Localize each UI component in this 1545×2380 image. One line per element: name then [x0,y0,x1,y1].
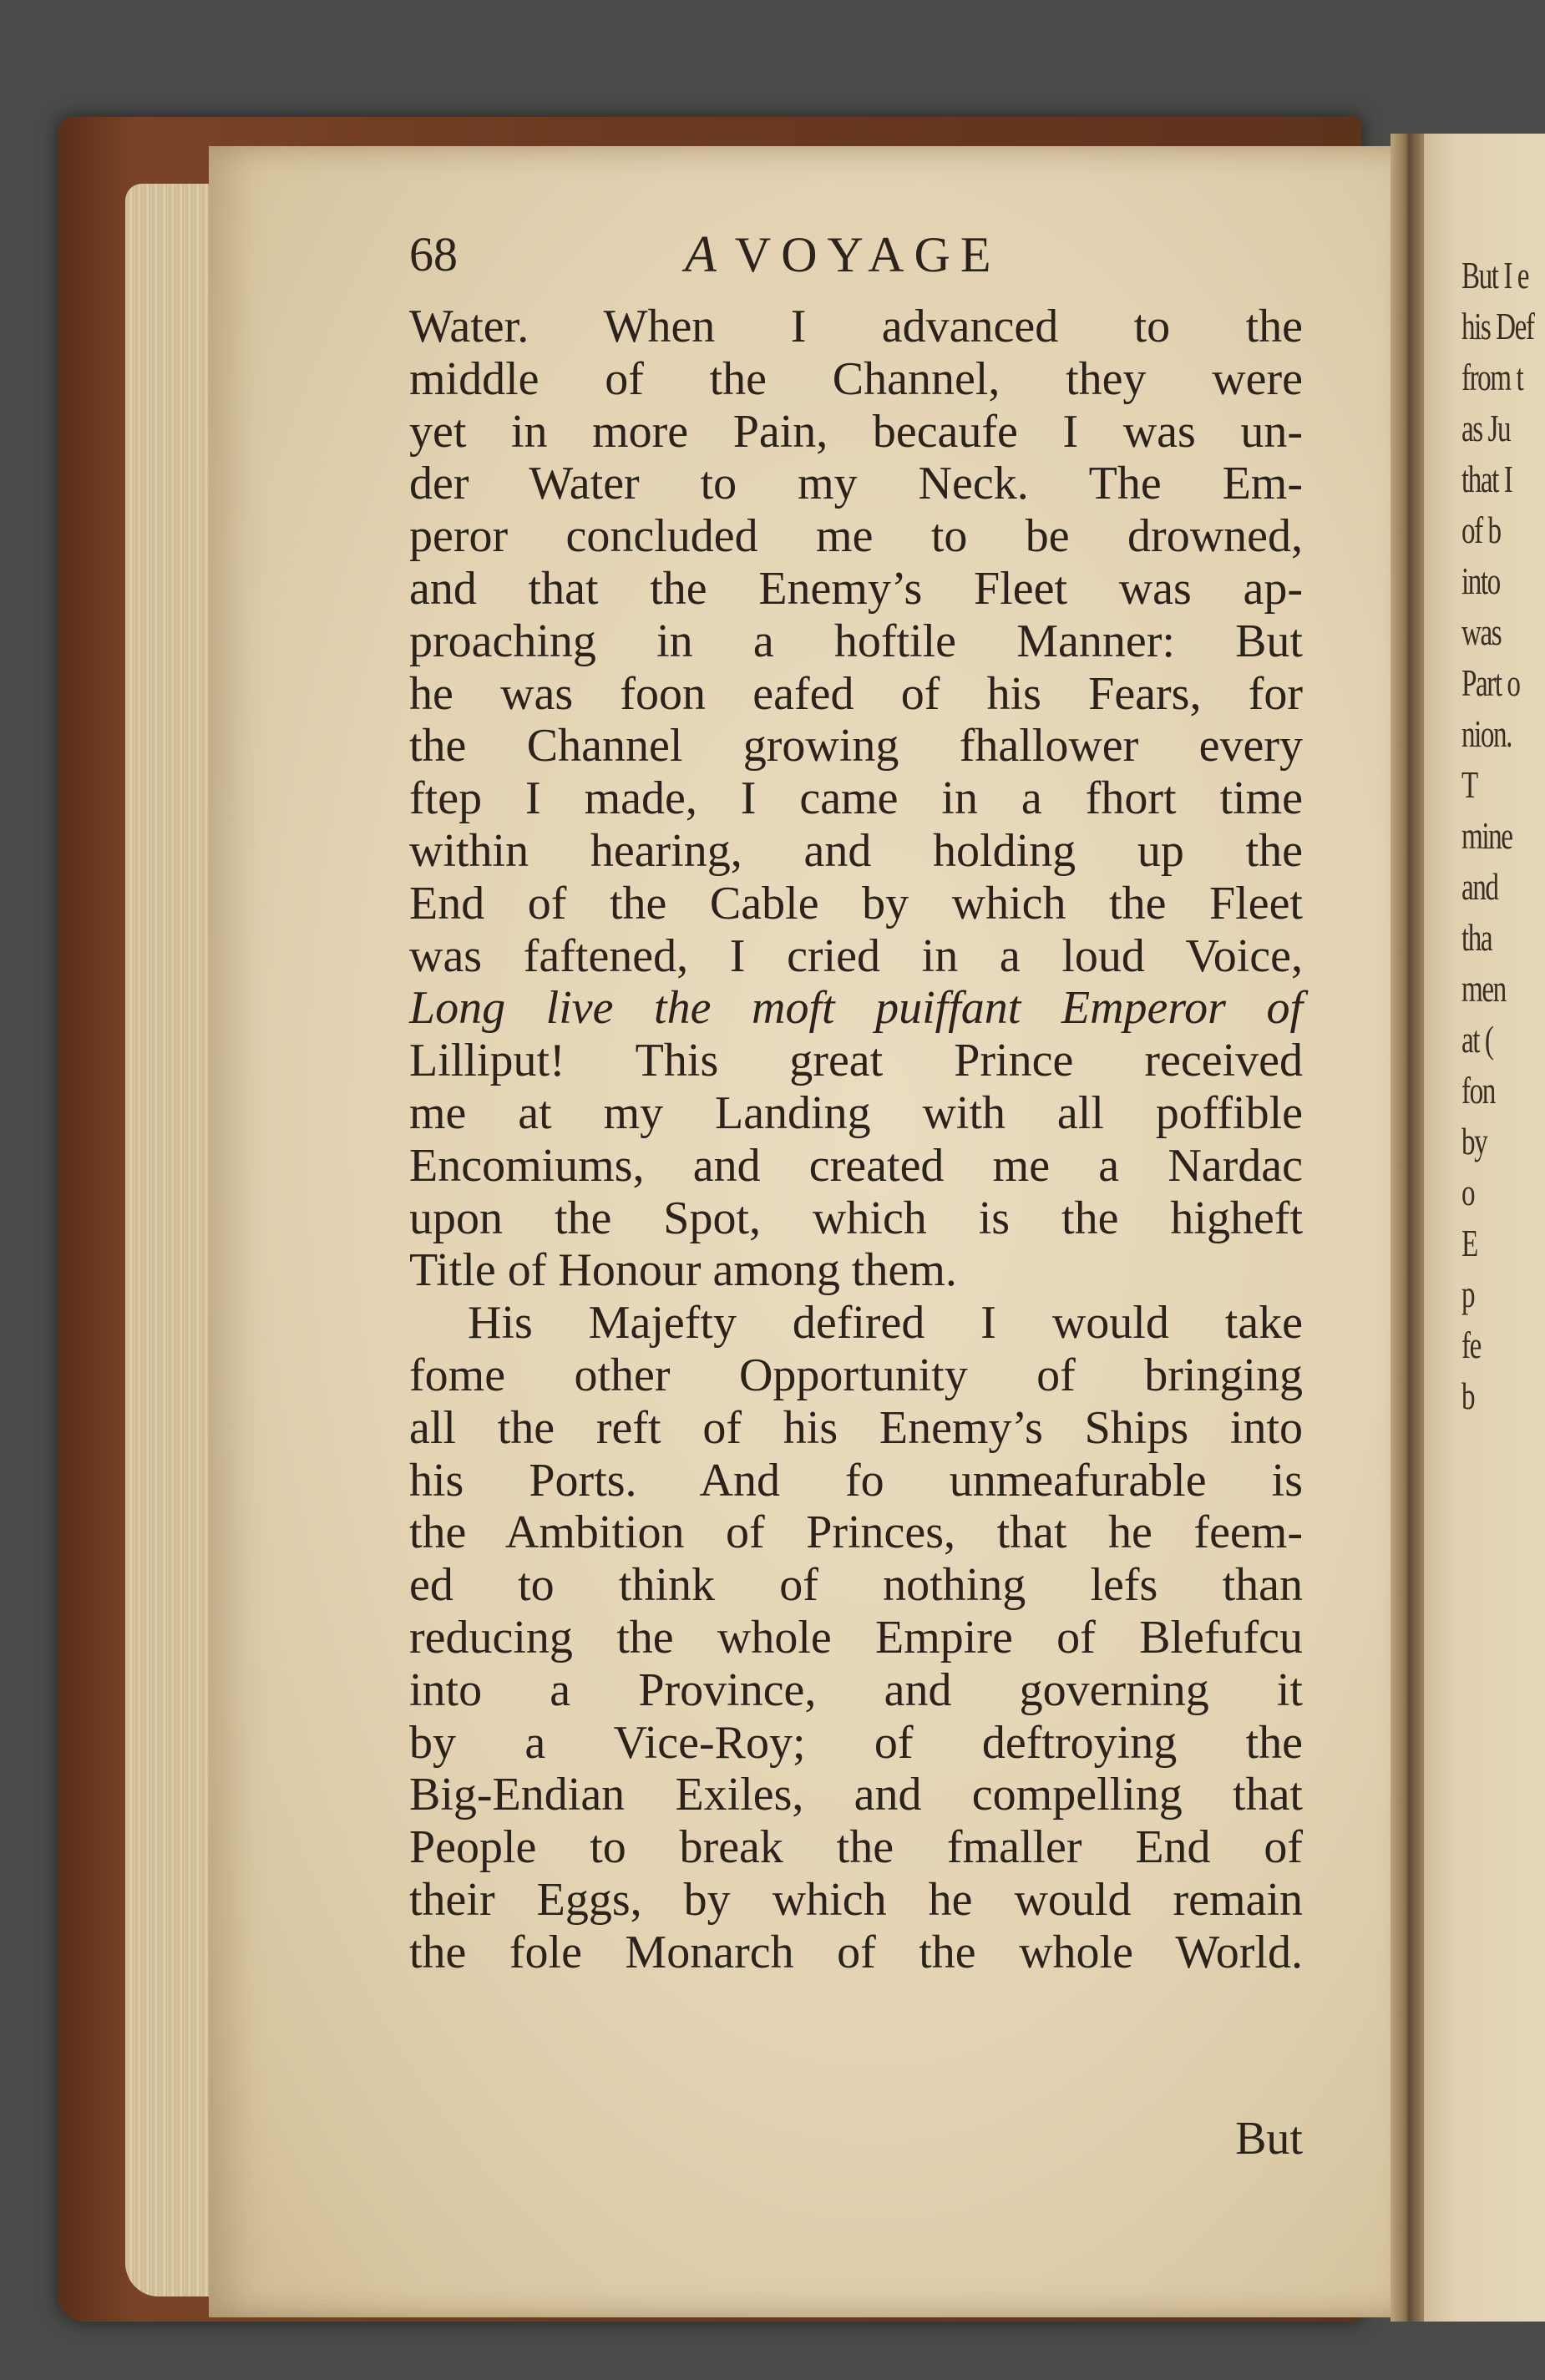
facing-page-fragment: p [1461,1273,1475,1315]
text-line: Title of Honour among them. [409,1244,957,1297]
facing-page-fragment: and [1461,865,1498,908]
text-line: into a Province, and governing it [409,1663,1303,1716]
text-line: their Eggs, by which he would remain [409,1873,1303,1926]
text-line: the Ambition of Princes, that he feem- [409,1506,1303,1559]
facing-page-fragment: his Def [1461,305,1534,347]
catchword: But [1235,2113,1303,2165]
running-head-article: A [685,226,735,283]
facing-page-fragment: as Ju [1461,407,1511,449]
facing-page-fragment: that I [1461,458,1512,500]
facing-page-fragment: was [1461,610,1502,653]
facing-page-fragment: Part o [1461,661,1520,704]
page-number: 68 [409,227,458,281]
facing-page-fragment: T [1461,763,1477,806]
text-line: his Ports. And fo unmeafurable is [409,1454,1303,1506]
facing-page-fragment: o [1461,1171,1475,1213]
facing-page-fragment: E [1461,1222,1477,1264]
text-line: peror concluded me to be drowned, [409,510,1303,563]
facing-page-fragment: at ( [1461,1018,1493,1061]
text-line: ed to think of nothing lefs than [409,1559,1303,1612]
text-line: yet in more Pain, becaufe I was un- [409,405,1303,458]
text-line: he was foon eafed of his Fears, for [409,667,1303,720]
text-line: within hearing, and holding up the [409,824,1303,877]
text-line-paragraph-start: His Majefty defired I would take [468,1297,1303,1350]
text-line: der Water to my Neck. The Em- [409,458,1303,510]
text-line: People to break the fmaller End of [409,1821,1303,1874]
text-line: Water. When I advanced to the [409,301,1303,352]
text-line: Lilliput! This great Prince received [409,1035,1303,1087]
facing-page-fragment: tha [1461,916,1492,959]
text-line: Big-Endian Exiles, and compelling that [409,1769,1303,1821]
text-line: and that the Enemy’s Fleet was ap- [409,562,1303,615]
text-line: the fole Monarch of the whole World. [409,1926,1303,1978]
text-line: by a Vice-Roy; of deftroying the [409,1716,1303,1769]
body-text [409,301,1303,2165]
facing-page-fragment: mine [1461,814,1512,857]
text-line: me at my Landing with all poffible [409,1086,1303,1139]
facing-page-fragment: fon [1461,1069,1495,1112]
facing-page-fragment: fe [1461,1324,1481,1366]
facing-page-fragment: b [1461,1375,1475,1417]
facing-page-fragment: from t [1461,356,1523,398]
facing-page-fragment: of b [1461,509,1501,551]
text-line: reducing the whole Empire of Blefufcu [409,1611,1303,1663]
facing-page-fragment: men [1461,967,1506,1010]
running-head [685,225,1001,287]
text-line-italic: Long live the moft puiffant Emperor of [409,982,1303,1035]
text-line: middle of the Channel, they were [409,352,1303,405]
text-line: fome other Opportunity of bringing [409,1349,1303,1401]
book-gutter [1390,134,1424,2322]
facing-page-fragment: But I e [1461,254,1529,296]
facing-page-fragment: nion. [1461,712,1512,755]
facing-page-fragment: into [1461,560,1500,602]
facing-page-fragment: by [1461,1120,1487,1162]
text-line: all the reft of his Enemy’s Ships into [409,1401,1303,1454]
text-line: upon the Spot, which is the higheft [409,1192,1303,1244]
text-line: Encomiums, and created me a Nardac [409,1139,1303,1192]
text-line: the Channel growing fhallower every [409,720,1303,772]
text-line: ftep I made, I came in a fhort time [409,772,1303,825]
page-header [409,225,1345,284]
running-head-title: VOYAGE [734,227,1001,282]
text-line: proaching in a hoftile Manner: But [409,615,1303,667]
text-line: was faftened, I cried in a loud Voice, [409,929,1303,982]
text-line: End of the Cable by which the Fleet [409,877,1303,929]
